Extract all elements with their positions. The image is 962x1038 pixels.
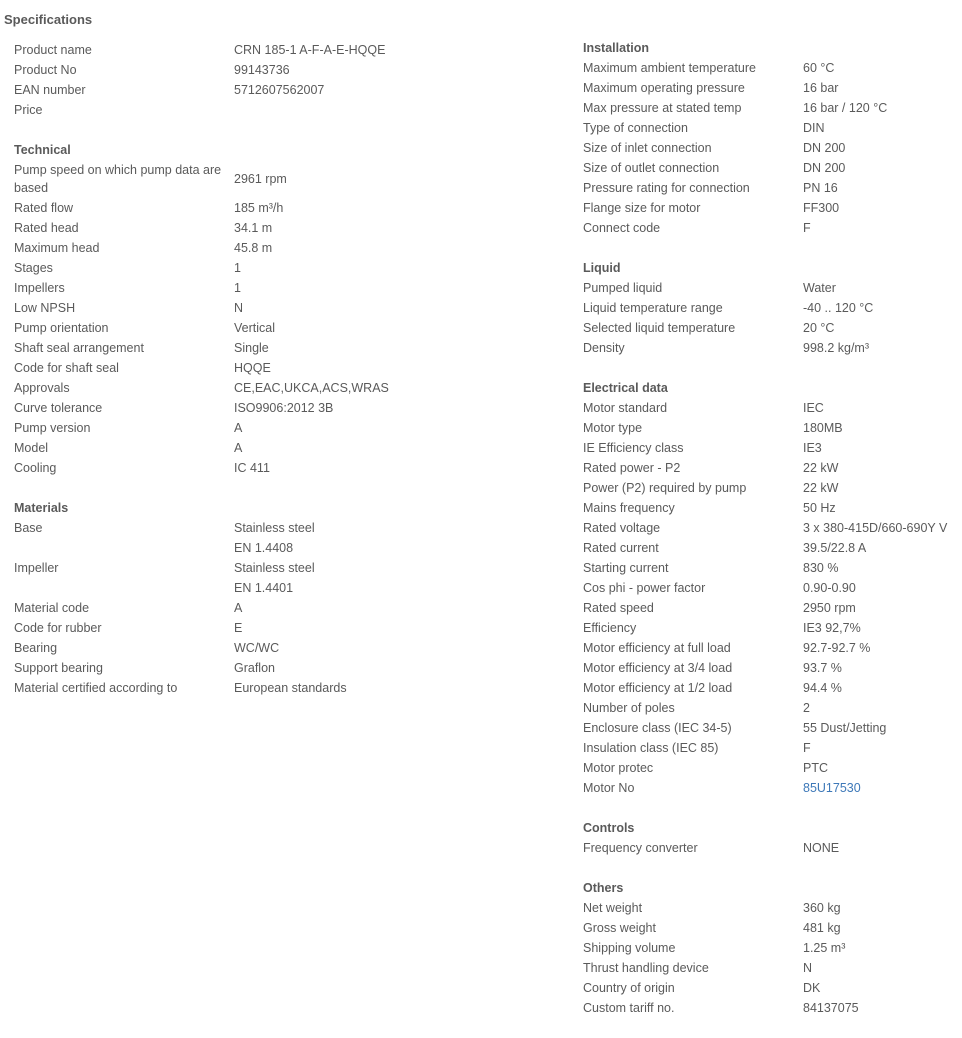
spec-label: Selected liquid temperature [583, 321, 736, 335]
spec-row [14, 418, 559, 438]
spec-label: Curve tolerance [14, 401, 103, 415]
spec-value: 1.25 m³ [803, 941, 846, 955]
spec-value: 99143736 [234, 63, 290, 77]
spec-label: Pump speed on which pump data are based [14, 163, 222, 195]
spec-label: Code for shaft seal [14, 361, 119, 375]
spec-value: F [803, 221, 811, 235]
spec-value: 481 kg [803, 921, 841, 935]
spec-label: Pumped liquid [583, 281, 663, 295]
section-heading: Controls [583, 821, 635, 835]
spec-value: ISO9906:2012 3B [234, 401, 334, 415]
spec-label: Maximum head [14, 241, 100, 255]
spec-row [583, 218, 962, 238]
spec-row [583, 718, 962, 738]
spec-value: PN 16 [803, 181, 838, 195]
spec-value: 55 Dust/Jetting [803, 721, 887, 735]
spec-row [14, 40, 559, 60]
spec-label: Rated power - P2 [583, 461, 681, 475]
section-controls [583, 818, 962, 858]
spec-label: Product name [14, 43, 92, 57]
spec-label: Material code [14, 601, 90, 615]
spec-value: NONE [803, 841, 840, 855]
spec-label: Cooling [14, 461, 57, 475]
spec-label: Custom tariff no. [583, 1001, 675, 1015]
section-electrical-data [583, 378, 962, 798]
spec-label: Rated voltage [583, 521, 661, 535]
spec-row [14, 518, 559, 538]
spec-value: EN 1.4408 [234, 541, 294, 555]
spec-row [583, 298, 962, 318]
spec-label: Rated speed [583, 601, 654, 615]
spec-label: Motor standard [583, 401, 668, 415]
spec-row [14, 318, 559, 338]
spec-value: 22 kW [803, 461, 839, 475]
spec-label: Approvals [14, 381, 70, 395]
spec-value: FF300 [803, 201, 840, 215]
spec-label: Density [583, 341, 625, 355]
spec-label: Rated flow [14, 201, 74, 215]
spec-row [14, 578, 559, 598]
spec-value: EN 1.4401 [234, 581, 294, 595]
section-others [583, 878, 962, 1018]
spec-row [583, 898, 962, 918]
spec-row [583, 838, 962, 858]
spec-row [583, 538, 962, 558]
spec-label: Motor efficiency at full load [583, 641, 731, 655]
spec-value: 185 m³/h [234, 201, 284, 215]
spec-label: Liquid temperature range [583, 301, 723, 315]
spec-value: 5712607562007 [234, 83, 325, 97]
spec-row [14, 278, 559, 298]
spec-row [583, 618, 962, 638]
spec-row [14, 218, 559, 238]
spec-value: A [234, 601, 243, 615]
spec-value: Stainless steel [234, 561, 315, 575]
motor-no-link[interactable]: 85U17530 [803, 781, 861, 795]
spec-label: Type of connection [583, 121, 688, 135]
spec-row [14, 238, 559, 258]
spec-row [14, 358, 559, 378]
spec-label: Starting current [583, 561, 669, 575]
spec-label: Size of inlet connection [583, 141, 712, 155]
spec-value: DK [803, 981, 821, 995]
spec-value: 1 [234, 281, 241, 295]
spec-value: 92.7-92.7 % [803, 641, 871, 655]
spec-value: CE,EAC,UKCA,ACS,WRAS [234, 381, 389, 395]
spec-label: Motor type [583, 421, 643, 435]
spec-value: 93.7 % [803, 661, 842, 675]
spec-value: 2961 rpm [234, 172, 287, 186]
spec-label: Code for rubber [14, 621, 102, 635]
spec-label: Impeller [14, 561, 59, 575]
spec-label: Maximum operating pressure [583, 81, 745, 95]
section-heading: Others [583, 881, 624, 895]
spec-row [14, 458, 559, 478]
section-heading: Liquid [583, 261, 621, 275]
spec-value: 16 bar / 120 °C [803, 101, 888, 115]
spec-label: Stages [14, 261, 53, 275]
section-installation [583, 38, 962, 238]
spec-value: IE3 92,7% [803, 621, 861, 635]
spec-row [14, 378, 559, 398]
spec-row [14, 538, 559, 558]
spec-row [14, 100, 559, 120]
spec-row [583, 458, 962, 478]
spec-value: 45.8 m [234, 241, 273, 255]
spec-row [583, 418, 962, 438]
spec-row [14, 298, 559, 318]
spec-value: 50 Hz [803, 501, 836, 515]
spec-label: Motor No [583, 781, 635, 795]
spec-value: 39.5/22.8 A [803, 541, 867, 555]
spec-row [14, 258, 559, 278]
spec-row [583, 318, 962, 338]
spec-value: IEC [803, 401, 824, 415]
spec-label: Thrust handling device [583, 961, 709, 975]
spec-value: N [803, 961, 813, 975]
spec-value: European standards [234, 681, 347, 695]
spec-value: -40 .. 120 °C [803, 301, 874, 315]
spec-row [583, 158, 962, 178]
spec-row [583, 658, 962, 678]
spec-value: CRN 185-1 A-F-A-E-HQQE [234, 43, 386, 57]
spec-row [583, 938, 962, 958]
spec-value: DN 200 [803, 161, 846, 175]
spec-label: Pump orientation [14, 321, 109, 335]
spec-label: Rated head [14, 221, 79, 235]
spec-label: Support bearing [14, 661, 103, 675]
spec-row [14, 658, 559, 678]
spec-row [14, 558, 559, 578]
spec-label: Size of outlet connection [583, 161, 720, 175]
spec-value: A [234, 421, 243, 435]
spec-value: 0.90-0.90 [803, 581, 856, 595]
section-technical [14, 140, 559, 478]
specs-right-column [583, 38, 962, 1038]
section-heading: Electrical data [583, 381, 668, 395]
spec-row [583, 98, 962, 118]
spec-value: Stainless steel [234, 521, 315, 535]
spec-value: F [803, 741, 811, 755]
spec-label: Low NPSH [14, 301, 76, 315]
spec-label: Model [14, 441, 49, 455]
spec-row [14, 60, 559, 80]
spec-label: Pressure rating for connection [583, 181, 750, 195]
spec-value: 180MB [803, 421, 843, 435]
spec-row [583, 198, 962, 218]
spec-row [583, 518, 962, 538]
spec-value: Vertical [234, 321, 275, 335]
spec-row [583, 438, 962, 458]
spec-row [583, 498, 962, 518]
spec-value: WC/WC [234, 641, 280, 655]
spec-value: 20 °C [803, 321, 835, 335]
spec-label: Cos phi - power factor [583, 581, 706, 595]
spec-row [583, 598, 962, 618]
spec-value: 94.4 % [803, 681, 842, 695]
spec-row [583, 58, 962, 78]
section-heading: Installation [583, 41, 649, 55]
spec-label: Product No [14, 63, 77, 77]
spec-row [14, 618, 559, 638]
spec-row [583, 558, 962, 578]
specs-left-column [14, 40, 559, 718]
spec-row [583, 918, 962, 938]
spec-row [14, 638, 559, 658]
spec-row [14, 678, 559, 698]
spec-value: 60 °C [803, 61, 835, 75]
spec-row [14, 338, 559, 358]
page-title: Specifications [4, 12, 93, 27]
spec-label: Number of poles [583, 701, 675, 715]
spec-value: 1 [234, 261, 241, 275]
spec-row [583, 78, 962, 98]
spec-value: IC 411 [234, 461, 270, 475]
spec-row [583, 738, 962, 758]
spec-value: 2950 rpm [803, 601, 856, 615]
spec-label: Gross weight [583, 921, 656, 935]
spec-label: Maximum ambient temperature [583, 61, 756, 75]
spec-value: IE3 [803, 441, 822, 455]
spec-label: IE Efficiency class [583, 441, 684, 455]
spec-row [583, 998, 962, 1018]
spec-row [14, 398, 559, 418]
spec-value: 34.1 m [234, 221, 273, 235]
spec-value: 84137075 [803, 1001, 859, 1015]
spec-value: HQQE [234, 361, 271, 375]
spec-label: Net weight [583, 901, 643, 915]
spec-value: N [234, 301, 244, 315]
spec-row [583, 138, 962, 158]
spec-row [583, 398, 962, 418]
spec-label: Shipping volume [583, 941, 676, 955]
spec-label: Country of origin [583, 981, 675, 995]
spec-value: A [234, 441, 243, 455]
spec-label: Flange size for motor [583, 201, 701, 215]
spec-value: Single [234, 341, 269, 355]
spec-label: Motor efficiency at 1/2 load [583, 681, 733, 695]
spec-row [583, 678, 962, 698]
section-heading: Technical [14, 143, 71, 157]
spec-value: 360 kg [803, 901, 841, 915]
spec-value: E [234, 621, 243, 635]
spec-row [583, 278, 962, 298]
spec-row [583, 698, 962, 718]
spec-label: Insulation class (IEC 85) [583, 741, 719, 755]
spec-value: Graflon [234, 661, 275, 675]
spec-row [583, 118, 962, 138]
spec-value: DIN [803, 121, 825, 135]
spec-value: 22 kW [803, 481, 839, 495]
spec-label: Mains frequency [583, 501, 675, 515]
spec-row [14, 160, 559, 198]
spec-value: 16 bar [803, 81, 839, 95]
spec-value: DN 200 [803, 141, 846, 155]
spec-row [583, 978, 962, 998]
spec-row [583, 478, 962, 498]
spec-row [583, 338, 962, 358]
spec-value: Water [803, 281, 836, 295]
section-liquid [583, 258, 962, 358]
spec-row [14, 598, 559, 618]
section-general [14, 40, 559, 120]
section-materials [14, 498, 559, 698]
spec-label: Base [14, 521, 43, 535]
spec-label: Bearing [14, 641, 58, 655]
spec-label: EAN number [14, 83, 86, 97]
spec-label: Enclosure class (IEC 34-5) [583, 721, 732, 735]
spec-label: Rated current [583, 541, 659, 555]
spec-label: Frequency converter [583, 841, 698, 855]
spec-row [583, 578, 962, 598]
spec-label: Power (P2) required by pump [583, 481, 747, 495]
spec-row [583, 638, 962, 658]
spec-label: Pump version [14, 421, 91, 435]
spec-label: Connect code [583, 221, 661, 235]
spec-row [14, 198, 559, 218]
spec-row [583, 758, 962, 778]
spec-label: Price [14, 103, 43, 117]
spec-row [14, 80, 559, 100]
spec-value: 998.2 kg/m³ [803, 341, 870, 355]
spec-value: 2 [803, 701, 810, 715]
spec-label: Impellers [14, 281, 65, 295]
spec-value: 3 x 380-415D/660-690Y V [803, 521, 948, 535]
spec-row [583, 178, 962, 198]
spec-row [583, 958, 962, 978]
spec-value: PTC [803, 761, 828, 775]
spec-label: Motor protec [583, 761, 654, 775]
spec-value: 830 % [803, 561, 839, 575]
spec-label: Efficiency [583, 621, 637, 635]
spec-label: Max pressure at stated temp [583, 101, 742, 115]
spec-label: Material certified according to [14, 681, 178, 695]
section-heading: Materials [14, 501, 69, 515]
spec-label: Shaft seal arrangement [14, 341, 144, 355]
spec-row [583, 778, 962, 798]
spec-row [14, 438, 559, 458]
spec-label: Motor efficiency at 3/4 load [583, 661, 733, 675]
